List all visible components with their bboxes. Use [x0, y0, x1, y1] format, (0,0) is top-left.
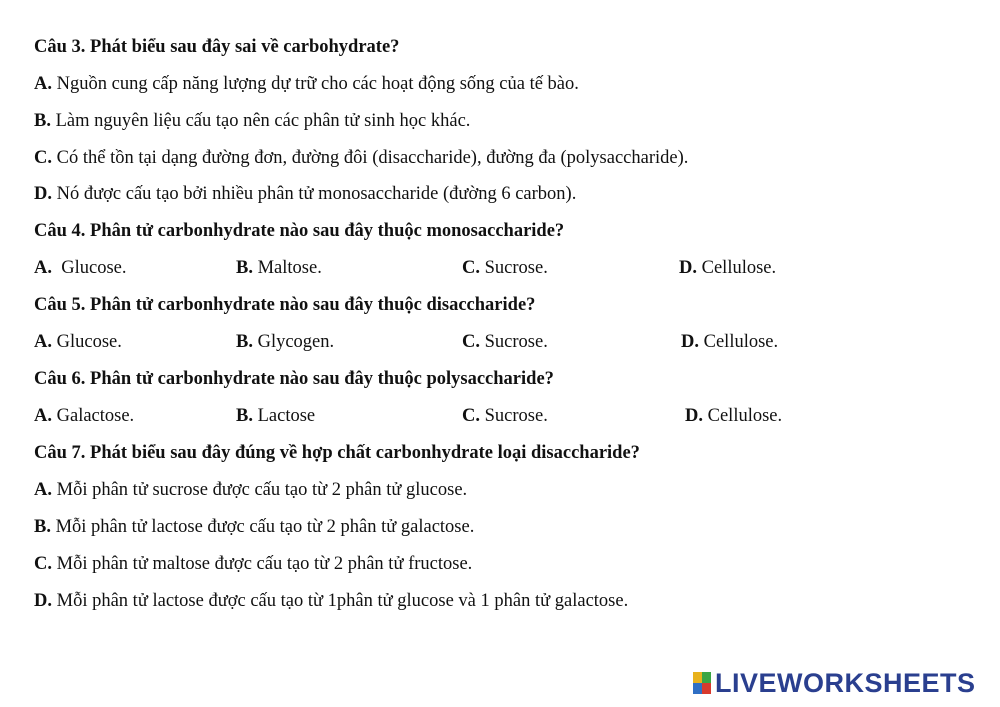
option-label: A.: [34, 406, 52, 426]
option-text: Có thể tồn tại dạng đường đơn, đường đôi (disaccharide), đường đa (polysaccharide).: [52, 148, 689, 168]
option-label: C.: [34, 148, 52, 168]
logo-mark-icon: [693, 672, 711, 694]
option-text: Nguồn cung cấp năng lượng dự trữ cho các hoạt động sống của tế bào.: [52, 74, 579, 94]
option-text: Nó được cấu tạo bởi nhiều phân tử monosaccharide (đường 6 carbon).: [52, 184, 577, 204]
option-label: B.: [236, 406, 253, 426]
option-label: C.: [34, 554, 52, 574]
option-text: Glucose.: [52, 258, 127, 278]
option-label: A.: [34, 332, 52, 352]
q4-option-d: [679, 256, 776, 280]
option-label: D.: [685, 406, 703, 426]
option-text: Cellulose.: [697, 258, 777, 278]
question-6-title: Câu 6. Phân tử carbonhydrate nào sau đây thuộc polysaccharide?: [34, 369, 554, 389]
q7-option-a: [34, 478, 467, 502]
option-text: Lactose: [252, 406, 316, 426]
q3-option-b: [34, 109, 470, 133]
question-7-title: Câu 7. Phát biểu sau đây đúng về hợp chất carbonhydrate loại disaccharide?: [34, 443, 640, 463]
q5-option-a: [34, 330, 122, 354]
q7-option-c: [34, 552, 472, 576]
option-label: B.: [34, 111, 51, 131]
q4-option-a: [34, 256, 127, 280]
q7-option-d: [34, 589, 628, 613]
option-text: Sucrose.: [480, 406, 548, 426]
liveworksheets-logo[interactable]: [693, 668, 976, 698]
option-label: B.: [236, 258, 253, 278]
q5-option-c: [462, 330, 548, 354]
option-text: Maltose.: [252, 258, 322, 278]
q4-option-c: [462, 256, 548, 280]
option-label: D.: [34, 591, 52, 611]
q6-option-b: [236, 404, 315, 428]
option-label: B.: [236, 332, 253, 352]
option-text: Sucrose.: [480, 332, 548, 352]
question-5-title: Câu 5. Phân tử carbonhydrate nào sau đây thuộc disaccharide?: [34, 295, 536, 315]
option-text: Mỗi phân tử lactose được cấu tạo từ 1phân tử glucose và 1 phân tử galactose.: [52, 591, 629, 611]
q5-option-b: [236, 330, 334, 354]
option-label: A.: [34, 74, 52, 94]
option-label: A.: [34, 258, 52, 278]
option-text: Glycogen.: [252, 332, 335, 352]
option-text: Làm nguyên liệu cấu tạo nên các phân tử sinh học khác.: [50, 111, 471, 131]
option-text: Galactose.: [52, 406, 135, 426]
option-text: Mỗi phân tử lactose được cấu tạo từ 2 phân tử galactose.: [50, 517, 475, 537]
q4-option-b: [236, 256, 322, 280]
option-text: Sucrose.: [480, 258, 548, 278]
option-text: Mỗi phân tử sucrose được cấu tạo từ 2 phân tử glucose.: [52, 480, 468, 500]
q6-option-d: [685, 404, 782, 428]
q3-option-a: [34, 72, 579, 96]
q7-option-b: [34, 515, 474, 539]
q3-option-d: [34, 182, 576, 206]
option-text: Cellulose.: [699, 332, 779, 352]
logo-text: LIVEWORKSHEETS: [715, 667, 976, 698]
q3-option-c: [34, 146, 688, 170]
option-label: B.: [34, 517, 51, 537]
option-text: Mỗi phân tử maltose được cấu tạo từ 2 phân tử fructose.: [52, 554, 473, 574]
question-3-title: Câu 3. Phát biểu sau đây sai về carbohydrate?: [34, 37, 400, 57]
q6-option-c: [462, 404, 548, 428]
option-text: Glucose.: [52, 332, 122, 352]
option-label: C.: [462, 332, 480, 352]
option-label: C.: [462, 406, 480, 426]
option-text: Cellulose.: [703, 406, 783, 426]
question-4-title: Câu 4. Phân tử carbonhydrate nào sau đây thuộc monosaccharide?: [34, 221, 565, 241]
option-label: D.: [679, 258, 697, 278]
q5-option-d: [681, 330, 778, 354]
q6-option-a: [34, 404, 134, 428]
option-label: D.: [681, 332, 699, 352]
option-label: A.: [34, 480, 52, 500]
option-label: C.: [462, 258, 480, 278]
option-label: D.: [34, 184, 52, 204]
